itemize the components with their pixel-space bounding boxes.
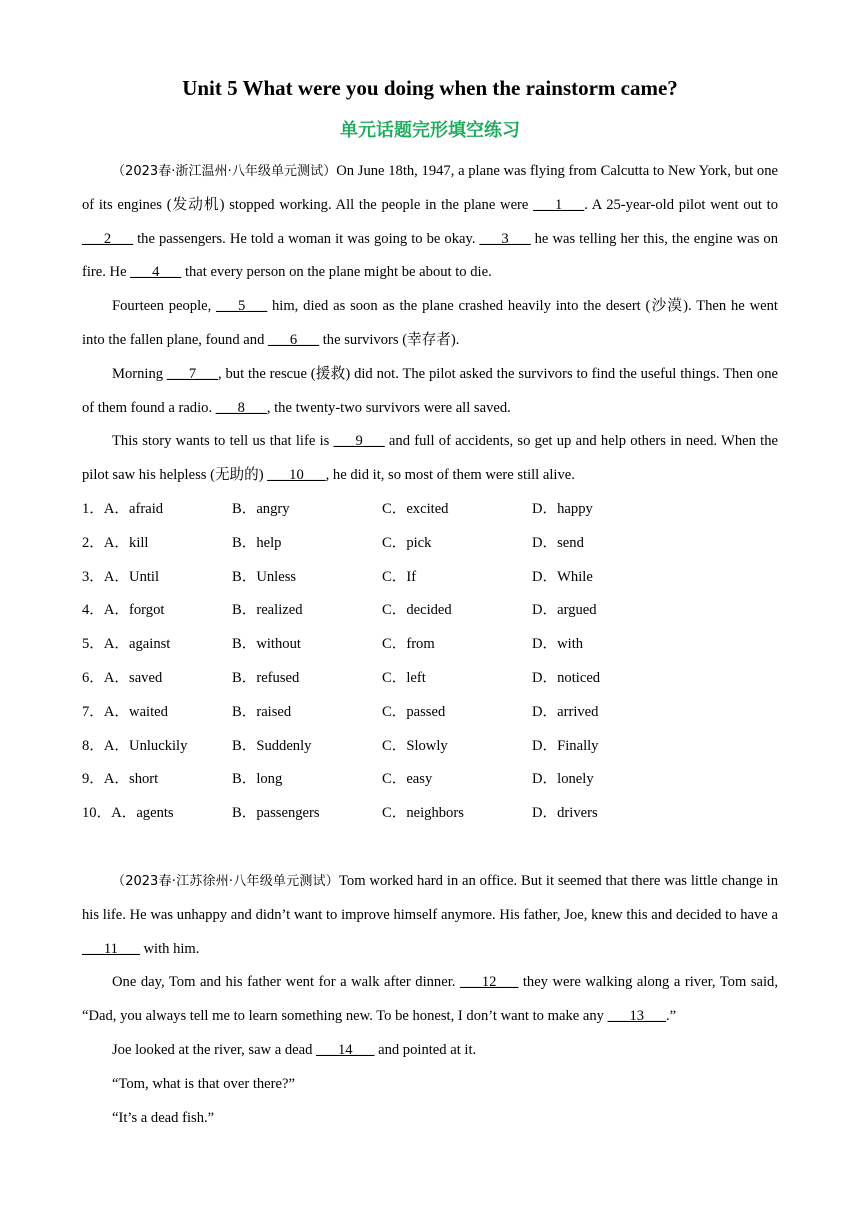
option-row [82, 730, 778, 764]
passage-1-paragraph-3: Morning ___7___, but the rescue (援救) did not. The pilot asked the survivors to find the useful things. Then one of them found a radio. ___8___, the twenty-two survivors were all saved. [82, 365, 778, 416]
option-a: 5．A．against [82, 636, 171, 653]
option-a: 2．A．kill [82, 534, 149, 551]
blank-1: ___1___ [533, 196, 585, 213]
option-b: B．help [232, 534, 282, 551]
passage-2-paragraph-5: “It’s a dead fish.” [112, 1109, 215, 1126]
option-b: B．Unless [232, 568, 297, 585]
option-d: D．happy [532, 501, 593, 517]
passage-2-paragraph-4: “Tom, what is that over there?” [112, 1075, 295, 1092]
blank-2: ___2___ [82, 230, 134, 247]
blank-11: ___11___ [82, 940, 140, 957]
passage-2-source: （2023春·江苏徐州·八年级单元测试） [112, 874, 339, 889]
passage-2-paragraph-3: Joe looked at the river, saw a dead ___14___ and pointed at it. [112, 1041, 477, 1058]
option-row [82, 696, 778, 730]
option-c: C．If [382, 568, 417, 585]
passage-2-paragraph-1: （2023春·江苏徐州·八年级单元测试）Tom worked hard in an office. But it seemed that there was little change in his life. He was unhappy and didn’t want to improve himself anymore. His father, Joe, knew this and decided to have a ___11___ with him. [82, 873, 778, 957]
blank-10: ___10___ [267, 467, 326, 484]
option-a: 9．A．short [82, 771, 159, 788]
option-c: C．easy [382, 771, 433, 788]
option-c: C．passed [382, 703, 446, 720]
blank-8: ___8___ [215, 399, 267, 416]
option-d: D．arrived [532, 703, 599, 720]
passage-1 [82, 155, 778, 493]
blank-12: ___12___ [459, 974, 519, 991]
option-b: B．refused [232, 669, 300, 686]
option-row [82, 493, 778, 527]
option-c: C．pick [382, 534, 432, 551]
option-b: B．without [232, 636, 301, 653]
option-d: D．Finally [532, 737, 599, 754]
option-a: 1．A．afraid [82, 501, 164, 517]
option-c: C．decided [382, 602, 452, 619]
option-d: D．with [532, 636, 584, 653]
option-a: 7．A．waited [82, 703, 168, 720]
option-a: 6．A．saved [82, 669, 163, 686]
page-subtitle: 单元话题完形填空练习 [340, 120, 520, 141]
option-a: 3．A．Until [82, 568, 160, 585]
passage-2-paragraph-2: One day, Tom and his father went for a walk after dinner. ___12___ they were walking along a river, Tom said, “Dad, you always tell me to learn something new. To be honest, I don’t want to make any ___13___.” [82, 974, 778, 1025]
option-a: 8．A．Unluckily [82, 737, 188, 754]
option-d: D．noticed [532, 669, 601, 686]
option-b: B．long [232, 771, 283, 788]
option-d: D．drivers [532, 805, 598, 822]
blank-9: ___9___ [333, 433, 385, 450]
option-row [82, 662, 778, 696]
option-d: D．send [532, 534, 584, 551]
option-b: B．Suddenly [232, 737, 312, 754]
blank-13: ___13___ [607, 1008, 666, 1025]
blank-3: ___3___ [479, 230, 531, 247]
option-a: 4．A．forgot [82, 602, 165, 619]
option-b: B．raised [232, 703, 292, 720]
page-title: Unit 5 What were you doing when the rainstorm came? [182, 76, 678, 100]
option-b: B．passengers [232, 805, 320, 822]
option-d: D．While [532, 568, 593, 585]
option-c: C．from [382, 636, 435, 653]
option-d: D．lonely [532, 771, 594, 788]
blank-14: ___14___ [316, 1041, 375, 1058]
option-b: B．realized [232, 602, 303, 619]
passage-1-paragraph-1: （2023春·浙江温州·八年级单元测试）On June 18th, 1947, a plane was flying from Calcutta to New York, but one of its engines (发动机) stopped working. All the people in the plane were ___1___. A 25-year-old pilot went out to ___2___ the passengers. He told a woman it was going to be okay. ___3___ he was telling her this, the engine was on fire. He ___4___ that every person on the plane might be about to die. [82, 163, 779, 281]
passage-1-source: （2023春·浙江温州·八年级单元测试） [112, 164, 337, 179]
blank-7: ___7___ [166, 365, 218, 382]
passage-1-paragraph-4: This story wants to tell us that life is ___9___ and full of accidents, so get up and help others in need. When the pilot saw his helpless (无助的) ___10___, he did it, so most of them were still alive. [82, 433, 778, 484]
option-c: C．left [382, 669, 426, 686]
option-row [82, 797, 778, 831]
options-list-1 [82, 493, 778, 831]
option-c: C．Slowly [382, 737, 448, 754]
blank-6: ___6___ [268, 331, 320, 348]
passage-2 [82, 865, 778, 1135]
option-row [82, 561, 778, 595]
option-row [82, 763, 778, 797]
blank-5: ___5___ [216, 298, 268, 315]
blank-4: ___4___ [130, 264, 182, 281]
option-row [82, 628, 778, 662]
option-row [82, 527, 778, 561]
passage-1-paragraph-2: Fourteen people, ___5___ him, died as soon as the plane crashed heavily into the desert (沙漠). Then he went into the fallen plane, found and ___6___ the survivors (幸存者). [82, 298, 778, 348]
option-row [82, 594, 778, 628]
option-c: C．excited [382, 501, 449, 517]
option-d: D．argued [532, 602, 597, 619]
option-b: B．angry [232, 501, 290, 517]
option-c: C．neighbors [382, 805, 464, 822]
option-a: 10．A．agents [82, 805, 174, 822]
